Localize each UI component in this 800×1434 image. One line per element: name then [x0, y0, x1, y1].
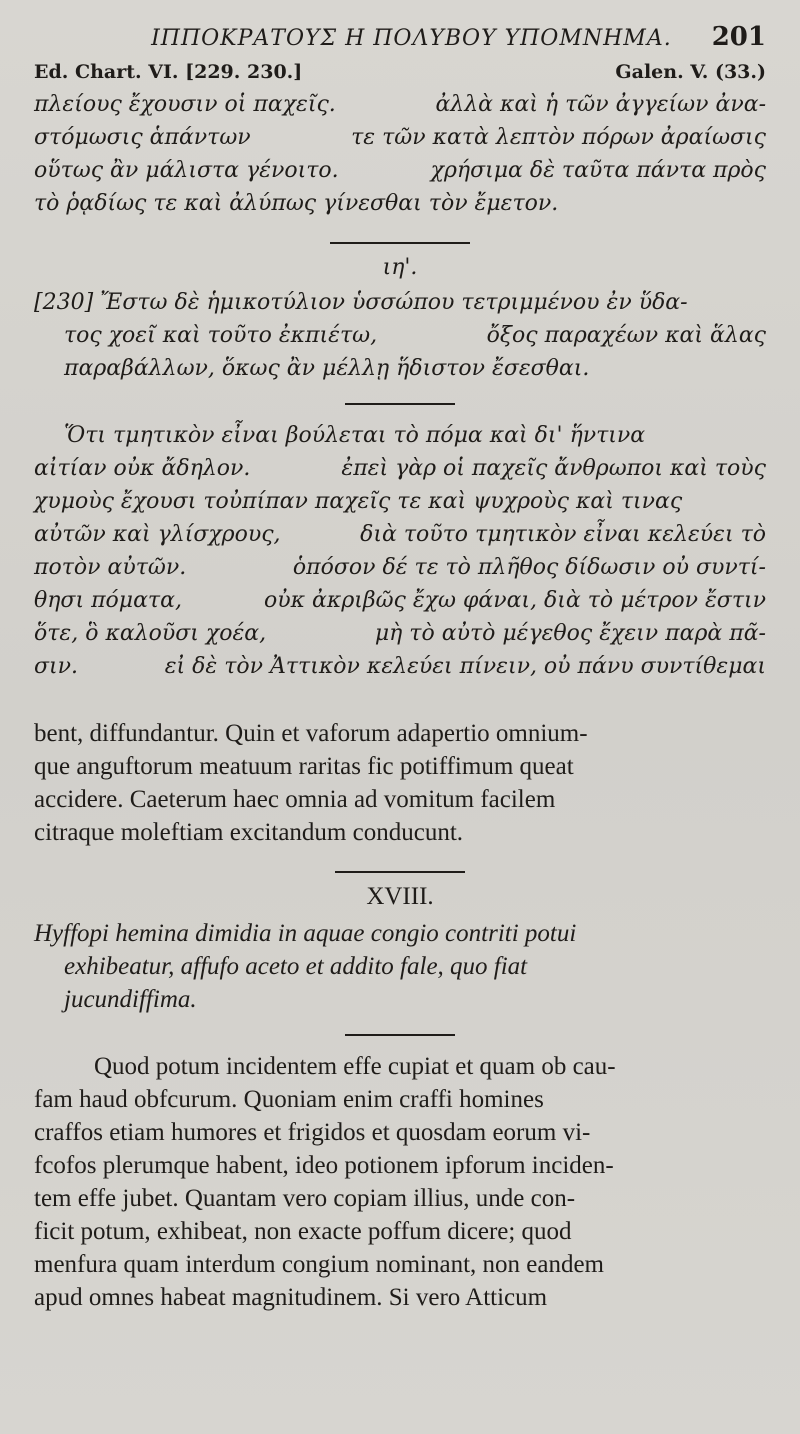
greek-aphorism	[34, 286, 766, 385]
text-line: fam haud obfcurum. Quoniam enim craffi homines	[34, 1086, 544, 1113]
text-line: menfura quam interdum congium nominant, non eandem	[34, 1251, 604, 1278]
text-segment: πλείους ἔχουσιν οἱ παχεῖς.	[34, 92, 336, 117]
text-line: accidere. Caeterum haec omnia ad vomitum facilem	[34, 786, 556, 813]
text-line	[34, 650, 766, 683]
text-line: bent, diffundantur. Quin et vaforum adapertio omnium-	[34, 720, 588, 747]
text-line	[34, 121, 766, 154]
text-segment: στόμωσις ἁπάντων	[34, 125, 251, 150]
text-line	[34, 518, 766, 551]
text-segment: Ὅτι τμητικὸν εἶναι βούλεται τὸ πόμα καὶ δι' ἥντινα	[64, 423, 646, 448]
text-line	[34, 452, 766, 485]
text-segment: οὕτως ἂν μάλιστα γένοιτο.	[34, 158, 339, 183]
text-line: ficit potum, exhibeat, non exacte poffum dicere; quod	[34, 1218, 572, 1245]
text-line: exhibeatur, affufo aceto et addito fale, quo fiat	[64, 953, 528, 980]
text-line	[34, 187, 766, 220]
text-segment: τος χοεῖ καὶ τοῦτο ἐκπιέτω,	[64, 323, 378, 348]
greek-top-paragraph	[34, 88, 766, 220]
text-segment: [230] Ἔστω δὲ ἡμικοτύλιον ὑσσώπου τετριμμένου ἐν ὕδα-	[34, 290, 688, 315]
latin-top-paragraph	[34, 717, 766, 849]
page-number: 201	[711, 22, 766, 52]
greek-commentary	[34, 419, 766, 683]
text-segment: ὄξος παραχέων καὶ ἅλας	[486, 323, 766, 348]
edition-references	[34, 58, 766, 86]
text-segment: σιν.	[34, 654, 79, 679]
text-line: jucundiffima.	[64, 986, 197, 1013]
text-line: citraque moleftiam excitandum conducunt.	[34, 819, 464, 846]
section-divider	[335, 871, 465, 873]
latin-commentary	[34, 1050, 766, 1314]
text-line	[34, 286, 766, 319]
text-segment: διὰ τοῦτο τμητικὸν εἶναι κελεύει τὸ	[360, 522, 766, 547]
text-segment: οὐκ ἀκριβῶς ἔχω φάναι, διὰ τὸ μέτρον ἔστιν	[264, 588, 766, 613]
text-line: apud omnes habeat magnitudinem. Si vero Atticum	[34, 1284, 548, 1311]
text-segment: αὐτῶν καὶ γλίσχρους,	[34, 522, 281, 547]
text-segment: τὸ ῥᾳδίως τε καὶ ἀλύπως γίνεσθαι τὸν ἔμετον.	[34, 191, 559, 216]
edition-left: Ed. Chart. VI. [229. 230.]	[34, 61, 303, 83]
latin-aphorism	[34, 917, 766, 1016]
text-line	[34, 154, 766, 187]
text-segment: μὴ τὸ αὐτὸ μέγεθος ἔχειν παρὰ πᾶ-	[374, 621, 766, 646]
text-segment: ἐπεὶ γὰρ οἱ παχεῖς ἄνθρωποι καὶ τοὺς	[341, 456, 766, 481]
text-line: craffos etiam humores et frigidos et quosdam eorum vi-	[34, 1119, 591, 1146]
text-segment: ποτὸν αὐτῶν.	[34, 555, 187, 580]
text-line: tem effe jubet. Quantam vero copiam illius, unde con-	[34, 1185, 576, 1212]
text-segment: τε τῶν κατὰ λεπτὸν πόρων ἀραίωσις	[351, 125, 766, 150]
latin-section-heading: XVIII.	[366, 883, 434, 910]
text-line	[34, 485, 766, 518]
text-line: Quod potum incidentem effe cupiat et quam ob cau-	[94, 1053, 616, 1080]
greek-section-number: ιη'.	[382, 255, 418, 280]
text-segment: θησι πόματα,	[34, 588, 182, 613]
edition-right: Galen. V. (33.)	[615, 61, 766, 83]
text-segment: ἀλλὰ καὶ ἡ τῶν ἀγγείων ἀνα-	[435, 92, 766, 117]
text-line	[34, 419, 766, 452]
section-divider	[345, 1034, 455, 1036]
text-line	[34, 88, 766, 121]
text-segment: εἰ δὲ τὸν Ἀττικὸν κελεύει πίνειν, οὐ πάνυ συντίθεμαι	[164, 654, 766, 679]
text-line	[34, 617, 766, 650]
text-line	[34, 584, 766, 617]
text-line: que anguftorum meatuum raritas fic potiffimum queat	[34, 753, 574, 780]
running-title: ΙΠΠΟΚΡΑΤΟΥΣ Η ΠΟΛΥΒΟΥ ΥΠΟΜΝΗΜΑ.	[151, 26, 672, 51]
text-segment: αἰτίαν οὐκ ἄδηλον.	[34, 456, 251, 481]
text-line: Hyffopi hemina dimidia in aquae congio contriti potui	[34, 920, 577, 947]
text-line	[34, 352, 766, 385]
text-segment: παραβάλλων, ὅκως ἂν μέλλῃ ἥδιστον ἔσεσθαι.	[64, 356, 590, 381]
text-line: fcofos plerumque habent, ideo potionem ipforum inciden-	[34, 1152, 614, 1179]
text-segment: χρήσιμα δὲ ταῦτα πάντα πρὸς	[430, 158, 766, 183]
text-segment: χυμοὺς ἔχουσι τοὐπίπαν παχεῖς τε καὶ ψυχροὺς καὶ τινας	[34, 489, 683, 514]
text-line	[34, 319, 766, 352]
text-segment: ὁπόσον δέ τε τὸ πλῆθος δίδωσιν οὐ συντί-	[292, 555, 766, 580]
section-divider	[330, 242, 470, 244]
section-divider	[345, 403, 455, 405]
text-segment: ὅτε, ὃ καλοῦσι χοέα,	[34, 621, 267, 646]
text-line	[34, 551, 766, 584]
running-header	[34, 22, 766, 58]
